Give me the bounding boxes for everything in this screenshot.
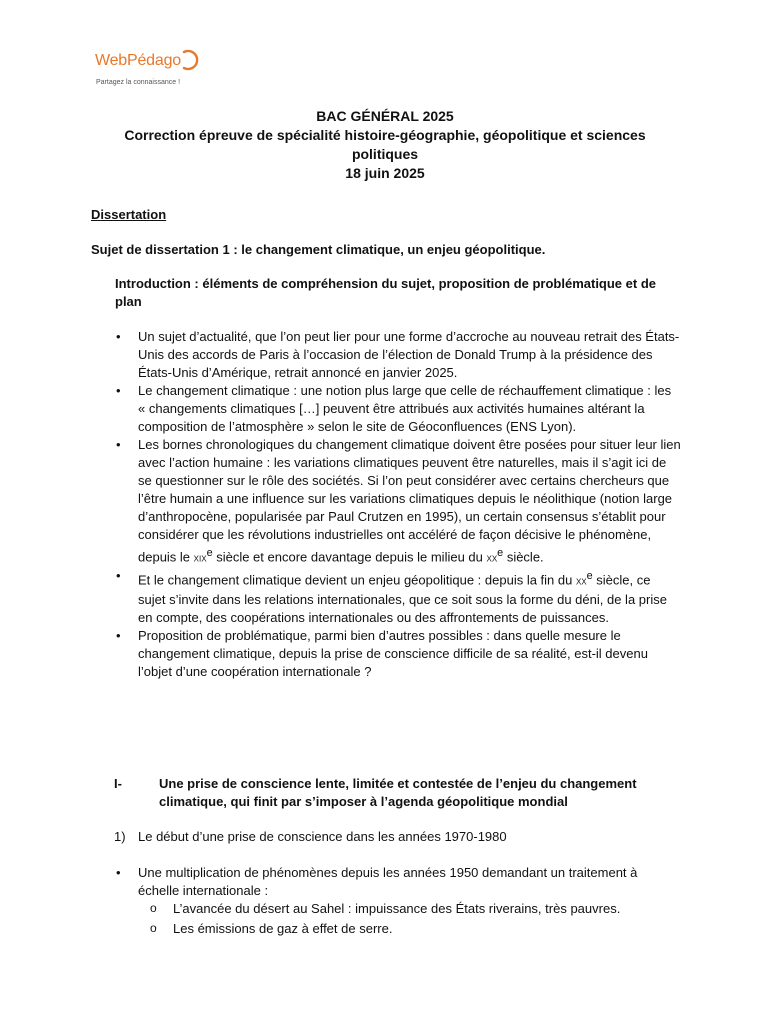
circle-bullet-icon: o <box>150 921 157 935</box>
intro-heading: Introduction : éléments de compréhension du sujet, proposition de problématique et de plan <box>115 276 656 309</box>
bullet-text-cont: siècle, ce sujet s’invite dans les relations internationales, que ce soit sous la forme du déni, de la prise en compte, des coopérations internationales ou des affrontements de puissances. <box>138 572 667 625</box>
century-numeral: xix <box>193 552 207 565</box>
century-numeral: xx <box>575 575 587 588</box>
title-line-3: politiques <box>351 146 419 162</box>
list-item <box>150 900 620 918</box>
title-line-1: BAC GÉNÉRAL 2025 <box>316 108 454 124</box>
ordinal-suffix: e <box>497 547 504 559</box>
bullet-icon: • <box>116 437 121 452</box>
part-heading <box>114 775 674 811</box>
intro-bullet-list <box>91 328 681 681</box>
title-line-2: Correction épreuve de spécialité histoire-géographie, géopolitique et sciences <box>124 127 646 143</box>
bullet-icon: • <box>116 329 121 344</box>
list-item <box>91 382 681 436</box>
bullet-text: Le changement climatique : une notion plus large que celle de réchauffement climatique : les « changements climatiques […] peuvent être attribués aux activités humaines altérant la composition de l’atmosphère » selon le site de Géoconfluences (ENS Lyon). <box>138 383 672 434</box>
sub-bullet-text: L’avancée du désert au Sahel : impuissance des États riverains, très pauvres. <box>173 901 621 916</box>
bullet-icon: • <box>116 383 121 398</box>
bullet-text: Les bornes chronologiques du changement climatique doivent être posées pour situer leur lien avec l’action humaine : les variations climatiques peuvent être naturelles, mais il s’agit ici de se questionner sur le rôle des sociétés. Si l’on peut considérer avec certains chercheurs que l’être humain a une influence sur les variations climatiques depuis le néolithique (notion large d’anthropocène, popularisée par Paul Crutzen en 1995), un certain consensus s’établit pour considérer que les révolutions industrielles ont accéléré de façon décisive le phénomène, depuis le <box>138 437 681 565</box>
subject-line: Sujet de dissertation 1 : le changement climatique, un enjeu géopolitique. <box>91 242 546 257</box>
ordinal-suffix: e <box>206 547 213 559</box>
bullet-text: Un sujet d’actualité, que l’on peut lier pour une forme d’accroche au nouveau retrait des États-Unis des accords de Paris à l’occasion de l’élection de Donald Trump à la présidence des États-Unis d’Amérique, retrait annoncé en janvier 2025. <box>138 329 680 380</box>
list-item <box>150 920 620 938</box>
bullet-icon: • <box>116 627 121 643</box>
webpedago-logo <box>95 44 205 84</box>
subsection-heading <box>114 828 507 846</box>
subsection-number: 1) <box>114 829 126 844</box>
bullet-text: Une multiplication de phénomènes depuis les années 1950 demandant un traitement à échelle internationale : <box>138 865 638 898</box>
bullet-text: Et le changement climatique devient un enjeu géopolitique : depuis la fin du <box>138 572 576 588</box>
list-item <box>91 436 681 567</box>
list-item <box>91 864 681 900</box>
bullet-text-end: siècle. <box>503 549 544 565</box>
document-title <box>80 107 690 183</box>
ordinal-suffix: e <box>586 570 593 583</box>
list-item <box>91 328 681 382</box>
bullet-icon: • <box>116 568 121 584</box>
sub-bullet-list <box>150 900 620 940</box>
century-numeral: xx <box>486 552 498 565</box>
part-bullet-list <box>91 864 681 900</box>
title-line-4: 18 juin 2025 <box>345 165 425 181</box>
logo-wordmark: WebPédago <box>95 52 181 69</box>
part-number: I- <box>114 776 122 791</box>
logo-tagline: Partagez la connaissance ! <box>96 79 181 86</box>
sub-bullet-text: Les émissions de gaz à effet de serre. <box>173 921 393 936</box>
bullet-icon: • <box>116 865 121 880</box>
circle-bullet-icon: o <box>150 901 157 915</box>
list-item <box>91 567 681 626</box>
list-item <box>91 627 681 681</box>
section-heading: Dissertation <box>91 207 167 222</box>
bullet-text-cont: siècle et encore davantage depuis le milieu du <box>212 549 487 565</box>
bullet-text: Proposition de problématique, parmi bien d’autres possibles : dans quelle mesure le changement climatique, depuis la prise de conscience difficile de sa réalité, est-il devenu l’objet d’une coopération internationale ? <box>138 627 648 679</box>
subsection-title: Le début d’une prise de conscience dans les années 1970-1980 <box>138 829 507 844</box>
speech-bubble-icon <box>179 48 203 72</box>
part-title: Une prise de conscience lente, limitée et contestée de l’enjeu du changement climatique, qui finit par s’imposer à l’agenda géopolitique mondial <box>159 776 637 809</box>
